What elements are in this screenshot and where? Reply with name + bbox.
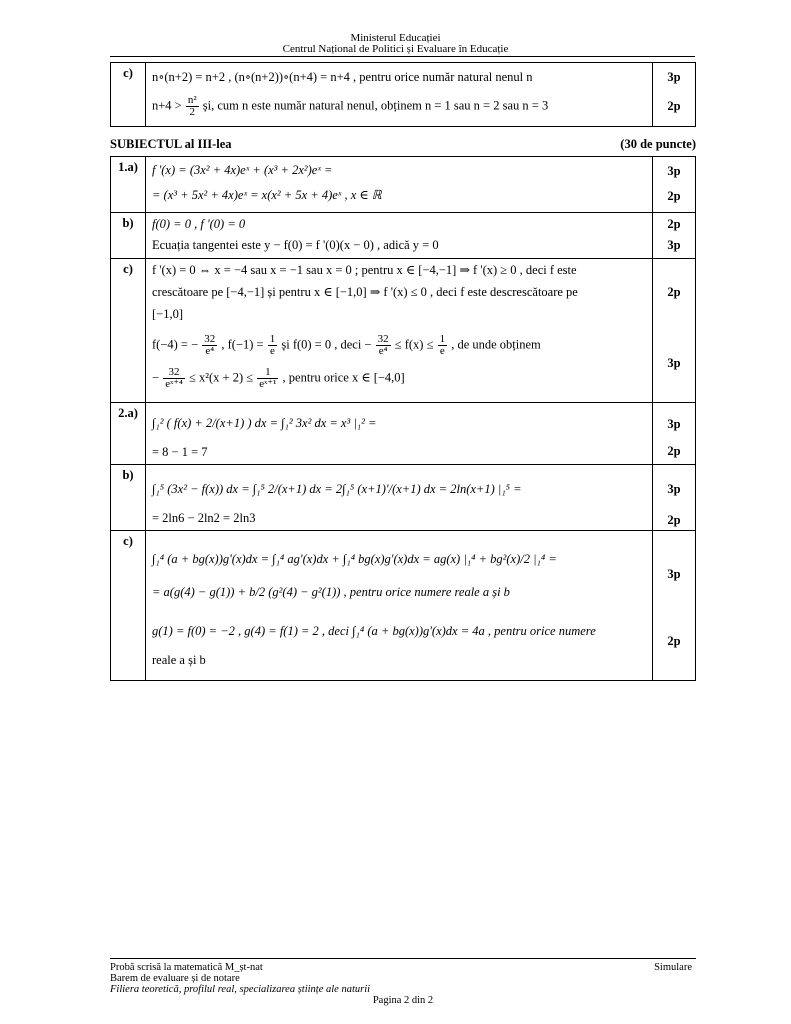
item-points [653, 213, 696, 259]
page-footer [110, 958, 696, 1006]
points-value: 3p [667, 417, 681, 431]
fraction-numerator: 1 [257, 367, 278, 379]
solution-line: = (x³ + 5x² + 4x)eˣ = x(x² + 5x + 4)eˣ , x ∈ ℝ [152, 188, 382, 202]
solution-line: crescătoare pe [−4,−1] și pentru x ∈ [−1,0] ⇒ f '(x) ≤ 0 , deci f este descrescătoare pe [152, 285, 578, 299]
header-ministry: Ministerul Educației [350, 32, 441, 44]
fraction [163, 367, 185, 390]
points-value: 3p [667, 70, 681, 84]
points-value: 2p [667, 217, 681, 231]
footer-barem: Barem de evaluare și de notare [110, 973, 240, 984]
item-points [653, 63, 696, 127]
fraction-numerator: 32 [204, 333, 216, 345]
fraction-denominator: 2 [189, 106, 196, 118]
table-row [111, 259, 696, 403]
footer-exam: Probă scrisă la matematică M_șt-nat [110, 962, 263, 973]
solution-line: ∫₁⁵ (3x² − f(x)) dx = ∫₁⁵ 2/(x+1) dx = 2∫₁⁵ (x+1)'/(x+1) dx = 2ln(x+1) |₁⁵ = [152, 482, 522, 496]
item-label: 1.a) [111, 157, 146, 213]
table-row [111, 531, 696, 681]
fraction [202, 334, 217, 357]
item-label: 2.a) [111, 403, 146, 465]
item-label: b) [111, 465, 146, 531]
points-value: 2p [667, 99, 681, 113]
solution-line: Ecuația tangentei este y − f(0) = f '(0)(x − 0) , adică y = 0 [152, 238, 439, 252]
points-value: 3p [667, 356, 681, 370]
table-row [111, 157, 696, 213]
solution-line: [−1,0] [152, 307, 183, 321]
item-points [653, 259, 696, 403]
points-value: 2p [667, 513, 681, 527]
fraction-numerator: n² [187, 94, 197, 106]
table-row [111, 465, 696, 531]
prev-subject-table [110, 62, 696, 127]
footer-track: Filiera teoretică, profilul real, specializarea științe ale naturii [110, 984, 371, 995]
fraction [186, 95, 199, 118]
table-row [111, 403, 696, 465]
table-row [111, 63, 696, 127]
item-solution [146, 465, 653, 531]
fraction [438, 334, 448, 357]
item-points [653, 157, 696, 213]
points-value: 3p [667, 164, 681, 178]
solution-line [152, 367, 646, 390]
fraction-denominator: eˣ⁺⁴ [165, 378, 183, 390]
item-label: c) [111, 531, 146, 681]
solution-line: ∫₁⁴ (a + bg(x))g'(x)dx = ∫₁⁴ ag'(x)dx + ∫₁⁴ bg(x)g'(x)dx = ag(x) |₁⁴ + bg²(x)/2 |₁⁴ = [152, 552, 557, 566]
item-points [653, 531, 696, 681]
page-header [0, 33, 791, 55]
table-row [111, 213, 696, 259]
solution-line [152, 334, 646, 357]
solution-line: ∫₁² ( f(x) + 2/(x+1) ) dx = ∫₁² 3x² dx = x³ |₁² = [152, 416, 377, 430]
section-title: SUBIECTUL al III-lea [110, 137, 232, 151]
fraction-numerator: 32 [163, 367, 185, 379]
item-solution [146, 213, 653, 259]
solution-text: , f(−1) = [221, 337, 264, 352]
points-value: 2p [667, 285, 681, 299]
item-label: c) [111, 63, 146, 127]
solution-line: reale a și b [152, 653, 206, 667]
fraction-denominator: e⁴ [378, 345, 388, 357]
fraction-numerator: 1 [439, 333, 446, 345]
header-center: Centrul Național de Politici și Evaluare în Educație [282, 43, 509, 55]
solution-text: și, cum n este număr natural nenul, obținem n = 1 sau n = 2 sau n = 3 [202, 98, 549, 113]
solution-line: = a(g(4) − g(1)) + b/2 (g²(4) − g²(1)) , pentru orice numere reale a și b [152, 585, 510, 599]
fraction [376, 334, 391, 357]
solution-text: și f(0) = 0 , deci − [281, 337, 372, 352]
fraction [257, 367, 278, 390]
fraction [268, 334, 278, 357]
points-value: 2p [667, 444, 681, 458]
solution-line: f '(x) = 0 ⇔ x = −4 sau x = −1 sau x = 0 ; pentru x ∈ [−4,−1] ⇒ f '(x) ≥ 0 , deci f este [152, 263, 577, 277]
solution-line: f(0) = 0 , f '(0) = 0 [152, 217, 246, 231]
item-points [653, 465, 696, 531]
solution-text: − [152, 370, 160, 385]
solution-line: f '(x) = (3x² + 4x)eˣ + (x³ + 2x²)eˣ = [152, 163, 333, 177]
solution-text: , pentru orice x ∈ [−4,0] [282, 370, 405, 385]
item-solution [146, 403, 653, 465]
fraction-denominator: e [439, 345, 445, 357]
footer-simulation: Simulare [654, 962, 692, 973]
fraction-denominator: e⁴ [205, 345, 215, 357]
points-value: 2p [667, 189, 681, 203]
item-solution [146, 63, 653, 127]
fraction-denominator: eˣ⁺¹ [259, 378, 277, 390]
item-label: c) [111, 259, 146, 403]
fraction-denominator: e [270, 345, 275, 357]
points-value: 3p [667, 238, 681, 252]
solution-text: n+4 > [152, 98, 182, 113]
solution-text: ≤ x²(x + 2) ≤ [189, 370, 254, 385]
solution-line: n∘(n+2) = n+2 , (n∘(n+2))∘(n+4) = n+4 , pentru orice număr natural nenul n [152, 70, 533, 84]
section-heading [110, 137, 696, 152]
solution-line: = 2ln6 − 2ln2 = 2ln3 [152, 511, 256, 525]
item-solution [146, 259, 653, 403]
solution-line [152, 95, 646, 118]
item-points [653, 403, 696, 465]
solution-text: ≤ f(x) ≤ [394, 337, 434, 352]
item-label: b) [111, 213, 146, 259]
section-points: (30 de puncte) [620, 137, 696, 151]
solution-text: , de unde obținem [451, 337, 541, 352]
item-solution [146, 531, 653, 681]
fraction-numerator: 32 [377, 333, 389, 345]
points-value: 3p [667, 567, 681, 581]
subject3-table [110, 156, 696, 681]
item-solution [146, 157, 653, 213]
solution-line: g(1) = f(0) = −2 , g(4) = f(1) = 2 , deci ∫₁⁴ (a + bg(x))g'(x)dx = 4a , pentru orice numere [152, 624, 596, 638]
page-number: Pagina 2 din 2 [372, 995, 434, 1006]
solution-text: f(−4) = − [152, 337, 199, 352]
points-value: 2p [667, 634, 681, 648]
points-value: 3p [667, 482, 681, 496]
solution-line: = 8 − 1 = 7 [152, 445, 208, 459]
header-rule [110, 56, 695, 57]
fraction-numerator: 1 [269, 333, 276, 345]
